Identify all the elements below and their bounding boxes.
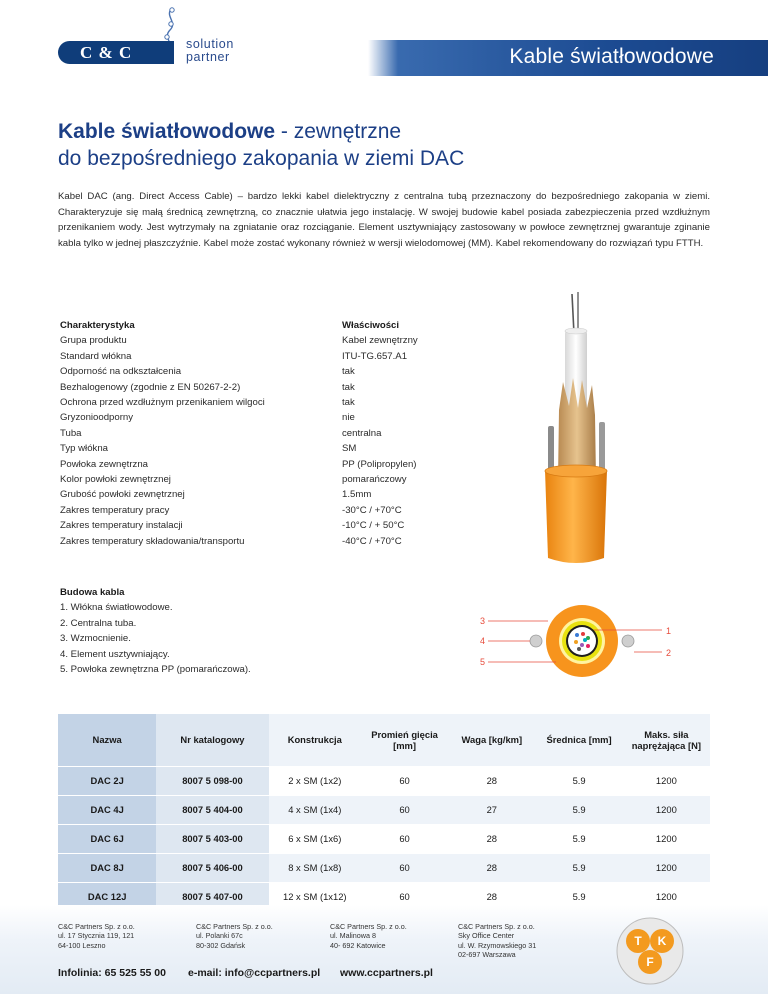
- cell-name: DAC 4J: [58, 795, 156, 824]
- cell-bend-radius: 60: [361, 795, 448, 824]
- logo-tagline-line2: partner: [186, 50, 230, 64]
- address-line: C&C Partners Sp. z o.o.: [458, 922, 535, 931]
- col-header-weight: Waga [kg/km]: [448, 714, 535, 766]
- char-name: Standard włókna: [60, 350, 132, 362]
- table-row: [58, 795, 710, 824]
- cell-catalog: 8007 5 403-00: [156, 824, 268, 853]
- cell-bend-radius: 60: [361, 766, 448, 795]
- col-header-diameter: Średnica [mm]: [535, 714, 622, 766]
- cell-bend-radius: 60: [361, 853, 448, 882]
- cell-diameter: 5.9: [535, 824, 622, 853]
- address-gdansk: [196, 922, 273, 950]
- tkf-t: T: [634, 934, 642, 948]
- char-name: Odporność na odkształcenia: [60, 366, 182, 378]
- cell-construction: 8 x SM (1x8): [269, 853, 361, 882]
- char-value: centralna: [342, 427, 382, 439]
- char-name: Gryzonioodporny: [60, 412, 134, 424]
- cell-diameter: 5.9: [535, 795, 622, 824]
- website-link[interactable]: www.ccpartners.pl: [340, 967, 433, 979]
- char-value: SM: [342, 443, 357, 455]
- address-line: C&C Partners Sp. z o.o.: [58, 922, 135, 931]
- cell-bend-radius: 60: [361, 824, 448, 853]
- char-value: tak: [342, 397, 355, 409]
- construction-list: [60, 585, 251, 677]
- page-header: [0, 0, 768, 92]
- cell-construction: 2 x SM (1x2): [269, 766, 361, 795]
- label-3: 3: [480, 616, 486, 626]
- cell-max-tension: 1200: [623, 853, 710, 882]
- logo-tagline-line1: solution: [186, 37, 234, 51]
- char-name: Grupa produktu: [60, 335, 127, 347]
- address-line: 02-697 Warszawa: [458, 950, 516, 960]
- char-name: Tuba: [60, 427, 82, 439]
- label-4: 4: [480, 636, 486, 646]
- page-title: [58, 118, 698, 172]
- label-5: 5: [480, 657, 486, 667]
- cell-max-tension: 1200: [623, 795, 710, 824]
- construction-item: 5. Powłoka zewnętrzna PP (pomarańczowa).: [60, 664, 251, 676]
- address-line: ul. 17 Stycznia 119, 121: [58, 931, 135, 941]
- cell-diameter: 5.9: [535, 766, 622, 795]
- intro-paragraph: Kabel DAC (ang. Direct Access Cable) – bardzo lekki kabel dielektryczny z centralna tubą przeznaczony do bezpośredniego zakopania w ziemi. Charakteryzuje się małą średnicą zewnętrzną, co znacznie ułatwia jego instalację. W swojej budowie kabel posiada zabezpieczenia przed wzdłużnym przenikaniem wody. Jest wytrzymały na zgniatanie oraz rozciąganie. Element usztywniający zastosowany w powłoce zewnętrznej gwarantuje zginanie kabla tylko w jednej płaszczyźnie. Kabel może zostać wykonany również w wersji wielodomowej (MM). Kabel rekomendowany do rozwiązań typu FTTH.: [58, 191, 710, 249]
- col-header-name: Nazwa: [58, 714, 156, 766]
- tkf-logo-icon: [614, 915, 686, 987]
- char-value: PP (Polipropylen): [342, 458, 417, 470]
- cell-name: DAC 8J: [58, 853, 156, 882]
- cell-name: DAC 6J: [58, 824, 156, 853]
- cell-construction: 12 x SM (1x12): [269, 882, 361, 911]
- char-name: Zakres temperatury pracy: [60, 504, 170, 516]
- cell-name: DAC 2J: [58, 766, 156, 795]
- address-line: C&C Partners Sp. z o.o.: [196, 922, 273, 931]
- char-name: Kolor powłoki zewnętrznej: [60, 474, 171, 486]
- cell-weight: 28: [448, 853, 535, 882]
- construction-item: 2. Centralna tuba.: [60, 617, 137, 629]
- char-value: 1.5mm: [342, 489, 372, 501]
- cell-weight: 28: [448, 882, 535, 911]
- tkf-f: F: [646, 955, 654, 969]
- char-value: ITU-TG.657.A1: [342, 350, 408, 362]
- cell-catalog: 8007 5 406-00: [156, 853, 268, 882]
- char-value: tak: [342, 366, 355, 378]
- table-row: [58, 824, 710, 853]
- col-header-catalog: Nr katalogowy: [156, 714, 268, 766]
- cell-construction: 6 x SM (1x6): [269, 824, 361, 853]
- cell-construction: 4 x SM (1x4): [269, 795, 361, 824]
- address-leszno: [58, 922, 135, 950]
- cell-catalog: 8007 5 407-00: [156, 882, 268, 911]
- title-bold: Kable światłowodowe: [58, 120, 276, 143]
- table-row: [58, 853, 710, 882]
- logo: [58, 41, 174, 64]
- header-title: Kable światłowodowe: [509, 45, 714, 68]
- char-name: Bezhalogenowy (zgodnie z EN 50267-2-2): [60, 381, 241, 393]
- address-line: Sky Office Center: [458, 931, 515, 941]
- col-header-bend-radius: Promień gięcia [mm]: [361, 714, 448, 766]
- address-katowice: [330, 922, 407, 950]
- title-line2: do bezpośredniego zakopania w ziemi DAC: [58, 147, 465, 170]
- cell-diameter: 5.9: [535, 853, 622, 882]
- address-line: 64-100 Leszno: [58, 940, 106, 950]
- address-line: ul. Polanki 67c: [196, 931, 243, 941]
- cell-diameter: 5.9: [535, 882, 622, 911]
- product-table: [58, 714, 710, 912]
- cell-weight: 27: [448, 795, 535, 824]
- col-header-construction: Konstrukcja: [269, 714, 361, 766]
- cell-catalog: 8007 5 098-00: [156, 766, 268, 795]
- char-value: nie: [342, 412, 355, 424]
- cell-name: DAC 12J: [58, 882, 156, 911]
- address-warszawa: [458, 922, 536, 960]
- label-2: 2: [666, 648, 672, 658]
- characteristics-header: Charakterystyka: [60, 320, 135, 331]
- char-value: -30°C / +70°C: [342, 504, 402, 516]
- char-name: Powłoka zewnętrzna: [60, 458, 148, 470]
- cell-weight: 28: [448, 824, 535, 853]
- cell-bend-radius: 60: [361, 882, 448, 911]
- cell-max-tension: 1200: [623, 882, 710, 911]
- char-name: Typ włókna: [60, 443, 108, 455]
- title-rest: - zewnętrzne: [275, 120, 402, 143]
- char-name: Zakres temperatury składowania/transportu: [60, 535, 245, 547]
- char-name: Zakres temperatury instalacji: [60, 520, 183, 532]
- logo-text: C & C: [80, 43, 133, 62]
- cell-weight: 28: [448, 766, 535, 795]
- construction-header: Budowa kabla: [60, 587, 125, 598]
- char-value: -40°C / +70°C: [342, 535, 402, 547]
- address-line: ul. W. Rzymowskiego 31: [458, 940, 537, 950]
- col-header-max-tension: Maks. siła naprężająca [N]: [623, 714, 710, 766]
- address-line: ul. Malinowa 8: [330, 931, 376, 941]
- tkf-k: K: [657, 934, 667, 948]
- logo-tagline: [186, 38, 234, 64]
- cell-catalog: 8007 5 404-00: [156, 795, 268, 824]
- cable-cross-section: [476, 600, 686, 680]
- construction-item: 3. Wzmocnienie.: [60, 633, 131, 645]
- properties-header: Właściwości: [342, 320, 400, 331]
- address-line: 40- 692 Katowice: [330, 940, 386, 950]
- char-name: Grubość powłoki zewnętrznej: [60, 489, 185, 501]
- char-value: Kabel zewnętrzny: [342, 335, 418, 347]
- table-row: [58, 766, 710, 795]
- characteristics-names: [60, 318, 330, 549]
- char-value: -10°C / + 50°C: [342, 520, 405, 532]
- table-header-row: [58, 714, 710, 766]
- email-link[interactable]: e-mail: info@ccpartners.pl: [188, 967, 321, 979]
- label-1: 1: [666, 626, 672, 636]
- char-value: tak: [342, 381, 355, 393]
- cell-max-tension: 1200: [623, 766, 710, 795]
- hotline: Infolinia: 65 525 55 00: [58, 967, 166, 979]
- construction-item: 1. Włókna światłowodowe.: [60, 602, 173, 614]
- char-value: pomarańczowy: [342, 474, 407, 486]
- construction-item: 4. Element usztywniający.: [60, 648, 170, 660]
- address-line: 80-302 Gdańsk: [196, 940, 246, 950]
- char-name: Ochrona przed wzdłużnym przenikaniem wilgoci: [60, 397, 265, 409]
- characteristics-values: [342, 318, 492, 549]
- cell-max-tension: 1200: [623, 824, 710, 853]
- cable-photo: [512, 290, 642, 570]
- address-line: C&C Partners Sp. z o.o.: [330, 922, 407, 931]
